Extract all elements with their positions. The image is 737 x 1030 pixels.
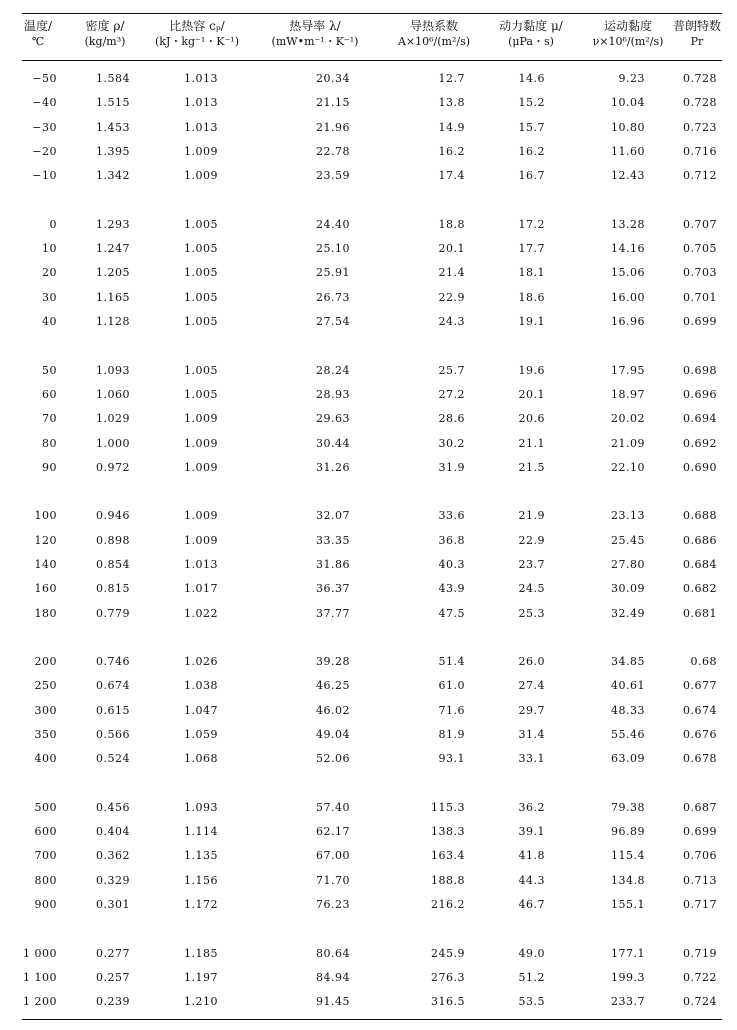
table-cell: 216.2	[431, 898, 465, 912]
table-cell: 28.93	[316, 387, 350, 401]
table-cell: 25.3	[518, 606, 545, 620]
table-cell: 0.728	[683, 72, 717, 85]
table-cell: 37.77	[316, 606, 350, 620]
table-cell: 24.5	[518, 582, 545, 596]
table-cell: 10.80	[611, 120, 645, 134]
table-cell: 12.7	[438, 72, 465, 85]
column-header-unit: (μPa・s)	[508, 35, 554, 48]
table-cell: 0.615	[96, 703, 130, 717]
table-cell: 600	[34, 825, 57, 839]
table-cell: 33.6	[438, 509, 465, 523]
table-cell: 22.78	[316, 145, 350, 159]
table-cell: 14.9	[438, 120, 465, 134]
table-cell: 0.674	[683, 703, 717, 717]
table-cell: 22.10	[611, 460, 645, 474]
table-cell: −30	[32, 120, 57, 134]
table-cell: 0.681	[683, 606, 717, 620]
table-cell: 14.16	[611, 242, 645, 256]
table-cell: 0.713	[683, 873, 717, 887]
table-cell: 46.25	[316, 679, 350, 693]
table-cell: 51.2	[518, 970, 545, 984]
table-cell: 1.013	[184, 96, 218, 110]
table-cell: 0.972	[96, 460, 130, 474]
table-cell: 52.06	[316, 752, 350, 766]
table-cell: 41.8	[518, 849, 545, 863]
table-cell: 0.728	[683, 96, 717, 110]
table-cell: 79.38	[611, 800, 645, 814]
table-cell: 14.6	[518, 72, 545, 85]
table-cell: 0.723	[683, 120, 717, 134]
table-cell: 0.362	[96, 849, 130, 863]
table-cell: 1.197	[184, 970, 218, 984]
table-cell: 27.2	[438, 387, 465, 401]
table-cell: 115.4	[611, 849, 645, 863]
table-cell: 10.04	[611, 96, 645, 110]
table-cell: 70	[42, 412, 57, 426]
table-cell: 23.7	[518, 557, 545, 571]
table-cell: 1.022	[184, 606, 218, 620]
table-cell: 17.2	[518, 217, 545, 231]
table-cell: 21.1	[518, 436, 545, 450]
table-cell: 16.00	[611, 290, 645, 304]
table-cell: 22.9	[518, 533, 545, 547]
table-cell: 138.3	[431, 825, 465, 839]
table-cell: 1.005	[184, 315, 218, 329]
table-cell: 26.73	[316, 290, 350, 304]
table-cell: 180	[34, 606, 57, 620]
table-cell: 31.86	[316, 557, 350, 571]
table-cell: 1.005	[184, 266, 218, 280]
table-cell: 31.9	[438, 460, 465, 474]
table-cell: 29.7	[518, 703, 545, 717]
table-cell: 300	[34, 703, 57, 717]
column-header-title: 热导率 λ/	[289, 19, 341, 33]
table-cell: 60	[42, 387, 57, 401]
table-cell: 245.9	[431, 946, 465, 960]
table-cell: 20.34	[316, 72, 350, 85]
table-cell: 177.1	[611, 946, 645, 960]
table-cell: 0.722	[683, 970, 717, 984]
table-cell: 55.46	[611, 728, 645, 742]
table-cell: 0.815	[96, 582, 130, 596]
table-cell: 1.013	[184, 72, 218, 85]
column-header-title: 普朗特数	[672, 19, 721, 33]
table-cell: 0.707	[683, 217, 717, 231]
table-cell: 1.005	[184, 290, 218, 304]
table-cell: 39.1	[518, 825, 545, 839]
table-cell: 30.2	[438, 436, 465, 450]
table-cell: 19.6	[518, 363, 545, 377]
table-cell: 57.40	[316, 800, 350, 814]
table-cell: 21.4	[438, 266, 465, 280]
table-cell: 1.093	[96, 363, 130, 377]
table-cell: 17.7	[518, 242, 545, 256]
table-cell: 51.4	[438, 655, 465, 668]
table-cell: 43.9	[438, 582, 465, 596]
table-cell: 0.524	[96, 752, 130, 766]
table-cell: 1.059	[184, 728, 218, 742]
table-cell: 1.029	[96, 412, 130, 426]
table-cell: 47.5	[438, 606, 465, 620]
table-cell: 30.09	[611, 582, 645, 596]
table-cell: 1.114	[184, 825, 218, 839]
table-cell: 24.40	[316, 217, 350, 231]
table-cell: 33.35	[316, 533, 350, 547]
table-cell: 25.7	[438, 363, 465, 377]
table-cell: 0.716	[683, 145, 717, 159]
table-cell: 0.699	[683, 825, 717, 839]
table-cell: 63.09	[611, 752, 645, 766]
table-cell: 0.301	[96, 898, 130, 912]
table-cell: 21.15	[316, 96, 350, 110]
table-cell: 10	[42, 242, 57, 256]
table-cell: 0.692	[683, 436, 717, 450]
table-cell: 160	[34, 582, 57, 596]
table-cell: 0.698	[683, 363, 717, 377]
table-cell: 36.8	[438, 533, 465, 547]
table-cell: 199.3	[611, 970, 645, 984]
table-cell: 16.96	[611, 315, 645, 329]
table-cell: 81.9	[438, 728, 465, 742]
table-cell: 1.156	[184, 873, 218, 887]
table-cell: 155.1	[611, 898, 645, 912]
table-cell: 25.10	[316, 242, 350, 256]
table-cell: 20.02	[611, 412, 645, 426]
table-cell: 0.257	[96, 970, 130, 984]
table-cell: 0.779	[96, 606, 130, 620]
table-cell: 36.37	[316, 582, 350, 596]
table-cell: 15.7	[518, 120, 545, 134]
table-cell: 1.172	[184, 898, 218, 912]
table-cell: 13.8	[438, 96, 465, 110]
table-cell: 0.68	[690, 655, 717, 668]
table-cell: 16.2	[438, 145, 465, 159]
table-cell: 23.59	[316, 169, 350, 183]
table-cell: 13.28	[611, 217, 645, 231]
column-header-unit: Pr	[690, 35, 704, 48]
table-cell: 233.7	[611, 995, 645, 1009]
table-cell: 1.000	[96, 436, 130, 450]
table-cell: 0.696	[683, 387, 717, 401]
table-cell: 48.33	[611, 703, 645, 717]
table-top-rule	[22, 13, 722, 14]
table-cell: 350	[34, 728, 57, 742]
table-cell: 1 000	[23, 946, 57, 960]
table-cell: 32.07	[316, 509, 350, 523]
table-cell: 31.26	[316, 460, 350, 474]
table-cell: 26.0	[518, 655, 545, 668]
table-cell: 1.205	[96, 266, 130, 280]
table-cell: 93.1	[438, 752, 465, 766]
table-cell: 22.9	[438, 290, 465, 304]
table-cell: 0.898	[96, 533, 130, 547]
table-cell: 1.185	[184, 946, 218, 960]
table-cell: 1.026	[184, 655, 218, 668]
table-cell: 1.009	[184, 412, 218, 426]
table-cell: 84.94	[316, 970, 350, 984]
table-cell: 200	[34, 655, 57, 668]
table-cell: 27.80	[611, 557, 645, 571]
table-cell: 1.093	[184, 800, 218, 814]
table-cell: 61.0	[438, 679, 465, 693]
table-cell: 15.06	[611, 266, 645, 280]
table-cell: 0.746	[96, 655, 130, 668]
table-cell: 49.04	[316, 728, 350, 742]
table-bottom-rule	[22, 1019, 722, 1020]
table-cell: −10	[32, 169, 57, 183]
table-cell: 33.1	[518, 752, 545, 766]
table-cell: 1.005	[184, 242, 218, 256]
table-cell: 27.4	[518, 679, 545, 693]
table-cell: 0.717	[683, 898, 717, 912]
column-header	[627, 18, 737, 50]
table-cell: 19.1	[518, 315, 545, 329]
table-cell: 900	[34, 898, 57, 912]
table-header-rule	[22, 60, 722, 61]
table-cell: 1.128	[96, 315, 130, 329]
table-cell: 1.395	[96, 145, 130, 159]
table-cell: 1.009	[184, 509, 218, 523]
table-cell: 0.682	[683, 582, 717, 596]
table-cell: 12.43	[611, 169, 645, 183]
column-header-unit: ν×10⁶/(m²/s)	[592, 35, 664, 48]
table-cell: 30.44	[316, 436, 350, 450]
table-cell: 800	[34, 873, 57, 887]
table-cell: 0.946	[96, 509, 130, 523]
table-cell: 40.61	[611, 679, 645, 693]
table-cell: 96.89	[611, 825, 645, 839]
table-cell: 53.5	[518, 995, 545, 1009]
table-cell: 0.694	[683, 412, 717, 426]
table-cell: 9.23	[618, 72, 645, 85]
table-cell: 1.038	[184, 679, 218, 693]
table-cell: 100	[34, 509, 57, 523]
column-header-title: 温度/	[23, 19, 53, 33]
column-header-title: 动力黏度 μ/	[499, 19, 563, 33]
table-cell: 40	[42, 315, 57, 329]
table-cell: 0.329	[96, 873, 130, 887]
table-cell: 1.009	[184, 169, 218, 183]
table-cell: 163.4	[431, 849, 465, 863]
table-cell: 67.00	[316, 849, 350, 863]
table-cell: 140	[34, 557, 57, 571]
table-cell: 25.91	[316, 266, 350, 280]
table-cell: 39.28	[316, 655, 350, 668]
table-cell: 46.7	[518, 898, 545, 912]
table-cell: 27.54	[316, 315, 350, 329]
table-cell: 21.9	[518, 509, 545, 523]
table-cell: 115.3	[431, 800, 465, 814]
table-cell: 80	[42, 436, 57, 450]
table-cell: 36.2	[518, 800, 545, 814]
table-cell: 0.404	[96, 825, 130, 839]
table-cell: 18.6	[518, 290, 545, 304]
table-cell: 1.342	[96, 169, 130, 183]
table-cell: 1.165	[96, 290, 130, 304]
table-cell: 0.687	[683, 800, 717, 814]
table-cell: 1.068	[184, 752, 218, 766]
table-cell: 91.45	[316, 995, 350, 1009]
table-cell: 20.1	[438, 242, 465, 256]
table-cell: 188.8	[431, 873, 465, 887]
table-cell: 71.6	[438, 703, 465, 717]
table-cell: 316.5	[431, 995, 465, 1009]
table-cell: 0.699	[683, 315, 717, 329]
table-cell: 30	[42, 290, 57, 304]
table-cell: −40	[32, 96, 57, 110]
table-cell: 21.09	[611, 436, 645, 450]
table-cell: 1.135	[184, 849, 218, 863]
table-cell: 0.688	[683, 509, 717, 523]
column-header-title: 密度 ρ/	[85, 19, 125, 33]
table-cell: 1.005	[184, 363, 218, 377]
table-cell: 0.566	[96, 728, 130, 742]
table-cell: 0.674	[96, 679, 130, 693]
column-header-unit: (mW•m⁻¹・K⁻¹)	[271, 35, 359, 48]
table-cell: 28.24	[316, 363, 350, 377]
table-cell: 0.706	[683, 849, 717, 863]
table-cell: 1.005	[184, 217, 218, 231]
column-header-title: 导热系数	[409, 19, 458, 33]
table-cell: 16.2	[518, 145, 545, 159]
table-cell: 20	[42, 266, 57, 280]
table-cell: 21.96	[316, 120, 350, 134]
table-cell: 46.02	[316, 703, 350, 717]
table-cell: 50	[42, 363, 57, 377]
table-cell: 1.009	[184, 145, 218, 159]
table-cell: 18.97	[611, 387, 645, 401]
table-cell: 0.712	[683, 169, 717, 183]
table-cell: 0.686	[683, 533, 717, 547]
table-cell: 0.677	[683, 679, 717, 693]
table-cell: 24.3	[438, 315, 465, 329]
table-cell: 0.277	[96, 946, 130, 960]
table-cell: 76.23	[316, 898, 350, 912]
table-cell: 15.2	[518, 96, 545, 110]
table-cell: 23.13	[611, 509, 645, 523]
table-cell: 40.3	[438, 557, 465, 571]
table-cell: 134.8	[611, 873, 645, 887]
table-cell: 1.005	[184, 387, 218, 401]
table-cell: 1 200	[23, 995, 57, 1009]
table-cell: 1.584	[96, 72, 130, 85]
table-cell: 1.210	[184, 995, 218, 1009]
table-cell: 0.701	[683, 290, 717, 304]
table-cell: 0.456	[96, 800, 130, 814]
table-cell: 49.0	[518, 946, 545, 960]
table-cell: 0	[49, 217, 57, 231]
table-cell: 1.017	[184, 582, 218, 596]
table-cell: 44.3	[518, 873, 545, 887]
table-cell: 21.5	[518, 460, 545, 474]
table-cell: 32.49	[611, 606, 645, 620]
table-cell: 80.64	[316, 946, 350, 960]
column-header-unit: A×10⁶/(m²/s)	[397, 35, 471, 48]
table-cell: 0.719	[683, 946, 717, 960]
table-cell: 276.3	[431, 970, 465, 984]
column-header-unit: (kg/m³)	[84, 35, 126, 48]
table-cell: 29.63	[316, 412, 350, 426]
table-cell: 0.239	[96, 995, 130, 1009]
table-cell: 0.684	[683, 557, 717, 571]
table-cell: 1 100	[23, 970, 57, 984]
table-cell: 25.45	[611, 533, 645, 547]
table-cell: 0.854	[96, 557, 130, 571]
table-cell: 0.705	[683, 242, 717, 256]
table-cell: 17.95	[611, 363, 645, 377]
table-cell: 16.7	[518, 169, 545, 183]
column-header-title: 比热容 cₚ/	[169, 19, 225, 33]
column-header-unit: (kJ・kg⁻¹・K⁻¹)	[154, 35, 239, 48]
table-cell: 20.6	[518, 412, 545, 426]
table-cell: 500	[34, 800, 57, 814]
table-cell: 17.4	[438, 169, 465, 183]
table-cell: 31.4	[518, 728, 545, 742]
table-cell: 90	[42, 460, 57, 474]
table-cell: 0.690	[683, 460, 717, 474]
table-cell: 0.676	[683, 728, 717, 742]
table-cell: 62.17	[316, 825, 350, 839]
table-cell: 1.453	[96, 120, 130, 134]
table-cell: −50	[32, 72, 57, 85]
table-cell: 1.060	[96, 387, 130, 401]
table-cell: −20	[32, 145, 57, 159]
table-cell: 34.85	[611, 655, 645, 668]
table-cell: 18.1	[518, 266, 545, 280]
table-cell: 20.1	[518, 387, 545, 401]
table-cell: 0.724	[683, 995, 717, 1009]
table-cell: 1.009	[184, 533, 218, 547]
table-cell: 0.678	[683, 752, 717, 766]
table-cell: 0.703	[683, 266, 717, 280]
table-cell: 1.247	[96, 242, 130, 256]
table-cell: 1.047	[184, 703, 218, 717]
table-cell: 1.009	[184, 460, 218, 474]
table-cell: 11.60	[611, 145, 645, 159]
column-header-title: 运动黏度	[603, 19, 652, 33]
table-cell: 250	[34, 679, 57, 693]
table-cell: 1.293	[96, 217, 130, 231]
table-cell: 700	[34, 849, 57, 863]
table-cell: 120	[34, 533, 57, 547]
table-cell: 400	[34, 752, 57, 766]
table-cell: 1.009	[184, 436, 218, 450]
table-cell: 1.515	[96, 96, 130, 110]
table-cell: 71.70	[316, 873, 350, 887]
table-cell: 1.013	[184, 557, 218, 571]
table-cell: 28.6	[438, 412, 465, 426]
table-cell: 1.013	[184, 120, 218, 134]
table-cell: 18.8	[438, 217, 465, 231]
column-header-unit: ℃	[31, 35, 45, 48]
